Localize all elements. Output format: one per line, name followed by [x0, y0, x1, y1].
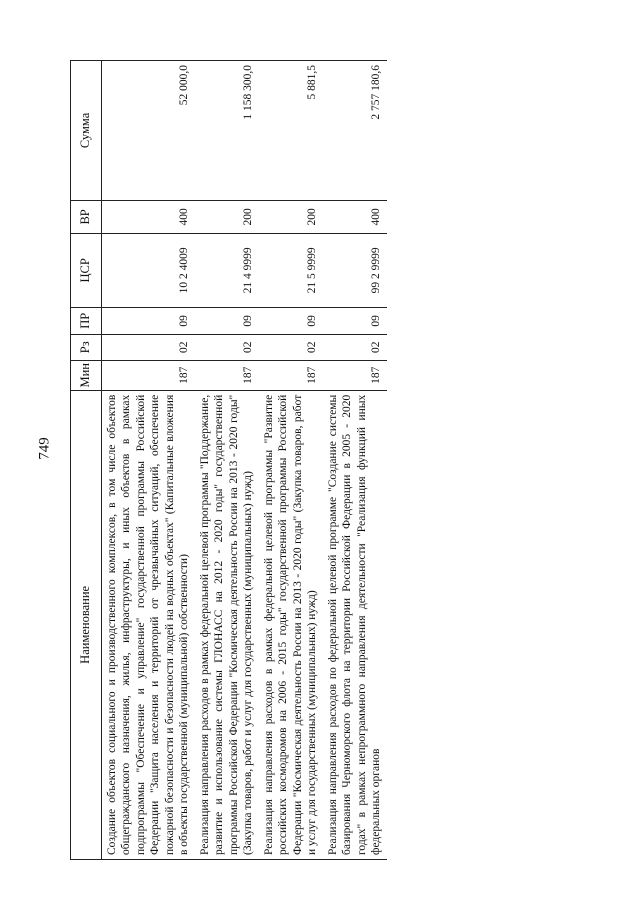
- header-pr: ПР: [71, 307, 102, 334]
- row-vr: 200: [195, 200, 259, 233]
- row-rz: 02: [323, 334, 387, 360]
- row-pr: 09: [259, 307, 323, 334]
- row-rz: 02: [102, 334, 195, 360]
- header-name: Наименование: [71, 390, 102, 859]
- table-row: [102, 61, 195, 860]
- header-rz: Рз: [71, 334, 102, 360]
- row-csr: 10 2 4009: [102, 233, 195, 307]
- header-min: Мин: [71, 360, 102, 390]
- row-csr: 21 4 9999: [195, 233, 259, 307]
- row-sum: 1 158 300,0: [195, 61, 259, 201]
- row-sum: 2 757 180,6: [323, 61, 387, 201]
- table-header-row: [71, 61, 102, 860]
- row-pr: 09: [195, 307, 259, 334]
- row-name: Реализация направления расходов в рамках федеральной целевой программы "Поддержание, развитие и использование системы ГЛОНАСС на 2012 - 2020 годы" государственной программы Российской Федерации "Космическая деятельность России на 2013 - 2020 годы" (Закупка товаров, работ и услуг для государственных (муниципальных) нужд): [195, 390, 259, 859]
- row-name: Создание объектов социального и производственного комплексов, в том числе объектов общегражданского назначения, жилья, инфраструктуры, и иных объектов в рамках подпрограммы "Обеспечение и управление" государственной программы Российской Федерации "Защита населения и территорий от чрезвычайных ситуаций, обеспечение пожарной безопасности и безопасности людей на водных объектах" (Капитальные вложения в объекты государственной (муниципальной) собственности): [102, 390, 195, 859]
- table-row: [259, 61, 323, 860]
- row-sum: 52 000,0: [102, 61, 195, 201]
- header-vr: ВР: [71, 200, 102, 233]
- row-rz: 02: [259, 334, 323, 360]
- row-min: 187: [259, 360, 323, 390]
- row-vr: 400: [102, 200, 195, 233]
- row-name: Реализация направления расходов в рамках федеральной целевой программы "Развитие российских космодромов на 2006 - 2015 годы" государственной программы Российской Федерации "Космическая деятельность России на 2013 - 2020 годы" (Закупка товаров, работ и услуг для государственных (муниципальных) нужд): [259, 390, 323, 859]
- budget-table: [70, 60, 387, 860]
- row-min: 187: [102, 360, 195, 390]
- row-csr: 99 2 9999: [323, 233, 387, 307]
- header-csr: ЦСР: [71, 233, 102, 307]
- table-row: [323, 61, 387, 860]
- row-name: Реализация направления расходов по федеральной целевой программе "Создание системы базирования Черноморского флота на территории Российской Федерации в 2005 - 2020 годах" в рамках непрограммного направления деятельности "Реализация функций иных федеральных органов: [323, 390, 387, 859]
- row-rz: 02: [195, 334, 259, 360]
- table-row: [195, 61, 259, 860]
- row-vr: 400: [323, 200, 387, 233]
- row-csr: 21 5 9999: [259, 233, 323, 307]
- row-pr: 09: [323, 307, 387, 334]
- page-number: 749: [36, 437, 53, 460]
- row-pr: 09: [102, 307, 195, 334]
- row-vr: 200: [259, 200, 323, 233]
- rotated-table-canvas: [70, 60, 610, 860]
- header-sum: Сумма: [71, 61, 102, 201]
- row-min: 187: [323, 360, 387, 390]
- row-min: 187: [195, 360, 259, 390]
- row-sum: 5 881,5: [259, 61, 323, 201]
